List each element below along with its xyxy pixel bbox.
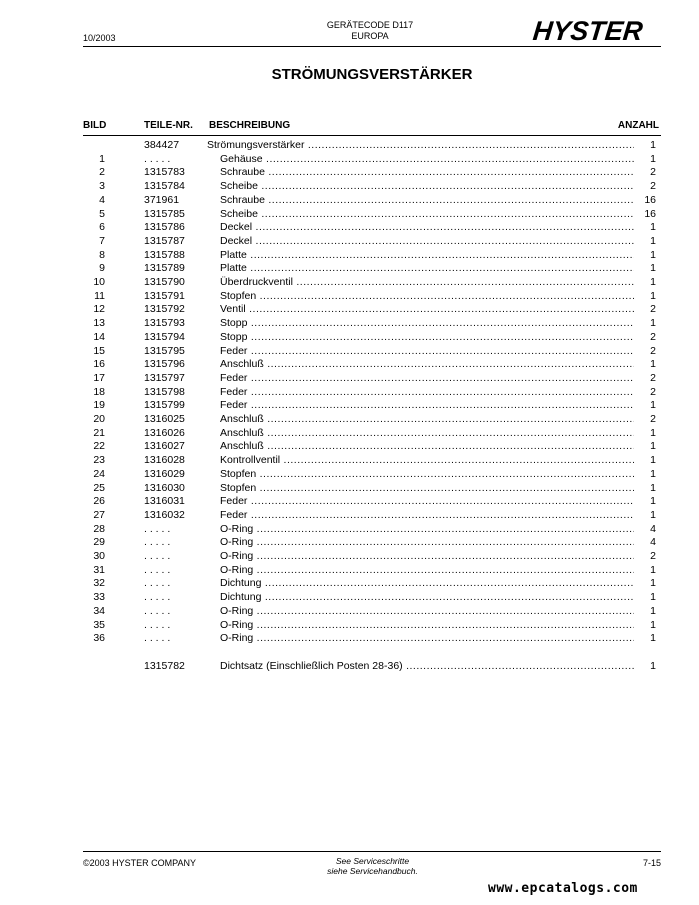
row-part-number: . . . . . — [144, 550, 171, 562]
row-bild: 33 — [93, 591, 105, 604]
row-description: Feder ..... — [220, 345, 634, 359]
row-bild: 9 — [99, 262, 105, 275]
row-part-number: 1315784 — [144, 180, 185, 193]
row-description: O-Ring ..... — [220, 564, 634, 578]
row-quantity: 1 — [650, 604, 656, 617]
row-bild: 20 — [93, 413, 105, 425]
row-part-number: 1315785 — [144, 207, 185, 220]
row-quantity: 1 — [650, 426, 656, 439]
row-bild: 30 — [93, 550, 105, 562]
row-part-number: 1315786 — [144, 221, 185, 234]
hyster-logo: HYSTER — [531, 16, 645, 46]
row-quantity: 1 — [650, 454, 656, 467]
row-bild: 2 — [99, 166, 105, 179]
row-description: O-Ring ..... — [220, 619, 634, 633]
row-part-number: 1316032 — [144, 508, 185, 521]
row-description: Anschluß ..... — [220, 358, 634, 372]
row-description: O-Ring ..... — [220, 550, 634, 564]
table-row — [0, 235, 699, 249]
row-description: Feder ..... — [220, 372, 634, 386]
row-quantity: 1 — [650, 234, 656, 247]
row-quantity: 2 — [650, 550, 656, 562]
footer-note-line2: siehe Servicehandbuch. — [327, 866, 418, 876]
column-header-bild: BILD — [83, 120, 107, 131]
table-row — [0, 577, 699, 591]
row-part-number: 1315790 — [144, 276, 185, 288]
row-bild: 36 — [93, 632, 105, 645]
row-bild: 15 — [93, 344, 105, 357]
row-quantity: 1 — [650, 440, 656, 453]
table-row — [0, 166, 699, 180]
row-bild: 13 — [93, 317, 105, 330]
page-number: 7-15 — [642, 858, 661, 868]
row-bild: 17 — [93, 371, 105, 384]
row-quantity: 2 — [650, 303, 656, 316]
table-row — [0, 550, 699, 564]
row-part-number: . . . . . — [144, 591, 171, 604]
row-quantity: 4 — [650, 522, 656, 535]
row-description: Dichtsatz (Einschließlich Posten 28-36) ..... — [220, 660, 634, 674]
row-quantity: 2 — [650, 385, 656, 398]
watermark: www.epcatalogs.com — [488, 881, 638, 896]
table-row — [0, 221, 699, 235]
row-part-number: 1315794 — [144, 330, 185, 343]
column-header-teile-nr: TEILE-NR. — [144, 120, 193, 131]
row-description: Feder ..... — [220, 509, 634, 523]
row-bild: 19 — [93, 399, 105, 412]
row-quantity: 1 — [650, 399, 656, 412]
row-bild: 24 — [93, 467, 105, 480]
row-description: Scheibe ..... — [220, 208, 634, 222]
row-quantity: 1 — [650, 276, 656, 288]
row-part-number: . . . . . — [144, 604, 171, 617]
row-bild: 35 — [93, 618, 105, 631]
row-bild: 5 — [99, 207, 105, 220]
table-row — [0, 180, 699, 194]
table-row — [0, 536, 699, 550]
table-row — [0, 632, 699, 646]
row-part-number: 1315789 — [144, 262, 185, 275]
column-header-beschreibung: BESCHREIBUNG — [209, 120, 291, 131]
row-description: Anschluß ..... — [220, 440, 634, 454]
row-bild: 27 — [93, 508, 105, 521]
table-row — [0, 290, 699, 304]
row-description: O-Ring ..... — [220, 632, 634, 646]
row-description: Dichtung ..... — [220, 591, 634, 605]
row-bild: 11 — [94, 289, 105, 302]
row-description: Platte ..... — [220, 262, 634, 276]
row-quantity: 1 — [650, 248, 656, 261]
table-row — [0, 591, 699, 605]
row-part-number: 1316025 — [144, 413, 185, 425]
row-description: Stopp ..... — [220, 317, 634, 331]
row-bild: 1 — [99, 152, 105, 165]
row-bild: 3 — [99, 180, 105, 193]
row-description: Gehäuse ..... — [220, 153, 634, 167]
row-part-number: 1316030 — [144, 481, 185, 494]
row-part-number: . . . . . — [144, 632, 171, 645]
row-bild: 31 — [93, 563, 105, 576]
row-bild: 29 — [93, 536, 105, 549]
row-quantity: 1 — [650, 563, 656, 576]
table-row — [0, 495, 699, 509]
row-part-number: 1315796 — [144, 358, 185, 371]
table-row — [0, 345, 699, 359]
row-part-number: 1315782 — [144, 659, 185, 672]
row-part-number: 371961 — [144, 193, 180, 206]
row-quantity: 1 — [650, 632, 656, 645]
row-part-number: 1315791 — [144, 289, 185, 302]
table-row — [0, 427, 699, 441]
row-description: O-Ring ..... — [220, 536, 634, 550]
row-quantity: 4 — [650, 536, 656, 549]
table-row — [0, 413, 699, 427]
table-row — [0, 194, 699, 208]
row-part-number: 1315798 — [144, 385, 185, 398]
row-part-number: 1316027 — [144, 440, 185, 453]
row-quantity: 2 — [650, 344, 656, 357]
table-row — [0, 523, 699, 537]
row-description: Überdruckventil ..... — [220, 276, 634, 290]
row-part-number: 1315787 — [144, 234, 185, 247]
table-row — [0, 249, 699, 263]
row-description: Platte ..... — [220, 249, 634, 263]
row-description: Feder ..... — [220, 495, 634, 509]
header-rule — [83, 46, 661, 47]
table-row — [0, 317, 699, 331]
table-header-rule — [83, 135, 661, 136]
row-quantity: 1 — [650, 618, 656, 631]
row-bild: 32 — [93, 577, 105, 590]
row-description: Stopfen ..... — [220, 290, 634, 304]
row-quantity: 1 — [650, 152, 656, 165]
row-part-number: . . . . . — [144, 577, 171, 590]
row-part-number: 1315797 — [144, 371, 185, 384]
row-bild: 6 — [99, 221, 105, 234]
page-title: STRÖMUNGSVERSTÄRKER — [271, 66, 473, 83]
row-bild: 10 — [93, 276, 105, 288]
row-quantity: 1 — [650, 289, 656, 302]
row-description: Feder ..... — [220, 399, 634, 413]
row-quantity: 1 — [650, 139, 656, 151]
row-part-number: . . . . . — [144, 152, 171, 165]
row-description: Anschluß ..... — [220, 427, 634, 441]
column-header-anzahl: ANZAHL — [617, 120, 659, 131]
row-description: Stopfen ..... — [220, 468, 634, 482]
row-bild: 4 — [99, 193, 105, 206]
row-quantity: 2 — [650, 413, 656, 425]
row-description: Kontrollventil ..... — [220, 454, 634, 468]
row-quantity: 2 — [650, 166, 656, 179]
row-description: Anschluß ..... — [220, 413, 634, 427]
row-bild: 14 — [93, 330, 105, 343]
table-row — [0, 358, 699, 372]
table-row — [0, 208, 699, 222]
table-row — [0, 386, 699, 400]
row-description: Strömungsverstärker ..... — [207, 139, 634, 153]
row-quantity: 1 — [650, 495, 656, 508]
table-row — [0, 303, 699, 317]
row-description: Stopp ..... — [220, 331, 634, 345]
table-row — [0, 276, 699, 290]
table-row — [0, 564, 699, 578]
equipment-code-line2: EUROPA — [351, 31, 389, 41]
row-description: Ventil ..... — [220, 303, 634, 317]
row-description: Deckel ..... — [220, 221, 634, 235]
row-bild: 28 — [93, 522, 105, 535]
table-row — [0, 509, 699, 523]
row-description: O-Ring ..... — [220, 605, 634, 619]
row-quantity: 2 — [650, 180, 656, 193]
row-quantity: 1 — [650, 481, 656, 494]
table-row — [0, 372, 699, 386]
row-description: Feder ..... — [220, 386, 634, 400]
row-description: Schraube ..... — [220, 194, 634, 208]
row-description: Schraube ..... — [220, 166, 634, 180]
table-row — [0, 605, 699, 619]
row-quantity: 2 — [650, 371, 656, 384]
row-quantity: 1 — [650, 467, 656, 480]
table-row — [0, 660, 699, 674]
row-part-number: 1316031 — [144, 495, 185, 508]
row-bild: 26 — [93, 495, 105, 508]
footer-copyright: ©2003 HYSTER COMPANY — [83, 858, 196, 868]
row-part-number: . . . . . — [144, 536, 171, 549]
row-bild: 16 — [93, 358, 105, 371]
row-part-number: 1315793 — [144, 317, 185, 330]
footer-note — [290, 856, 455, 876]
table-row — [0, 331, 699, 345]
row-part-number: 1316026 — [144, 426, 185, 439]
row-part-number: 1315788 — [144, 248, 185, 261]
table-row — [0, 440, 699, 454]
row-part-number: 1315799 — [144, 399, 185, 412]
row-bild: 12 — [93, 303, 105, 316]
row-part-number: 384427 — [144, 139, 180, 151]
row-quantity: 16 — [644, 207, 656, 220]
table-row — [0, 454, 699, 468]
row-bild: 23 — [93, 454, 105, 467]
footer-rule — [83, 851, 661, 852]
row-part-number: 1316028 — [144, 454, 185, 467]
row-bild: 8 — [99, 248, 105, 261]
row-part-number: . . . . . — [144, 563, 171, 576]
row-quantity: 1 — [650, 659, 656, 672]
row-description: Stopfen ..... — [220, 482, 634, 496]
table-row — [0, 153, 699, 167]
row-bild: 34 — [93, 604, 105, 617]
row-bild: 22 — [93, 440, 105, 453]
footer-note-line1: See Serviceschritte — [335, 856, 410, 866]
table-row — [0, 482, 699, 496]
row-quantity: 16 — [644, 193, 656, 206]
row-quantity: 1 — [650, 577, 656, 590]
row-quantity: 1 — [650, 508, 656, 521]
row-part-number: . . . . . — [144, 618, 171, 631]
row-description: Deckel ..... — [220, 235, 634, 249]
row-part-number: 1315783 — [144, 166, 185, 179]
row-part-number: 1316029 — [144, 467, 185, 480]
row-quantity: 1 — [650, 262, 656, 275]
row-quantity: 1 — [650, 358, 656, 371]
header-date: 10/2003 — [83, 33, 116, 43]
row-quantity: 1 — [650, 591, 656, 604]
row-bild: 25 — [93, 481, 105, 494]
table-row — [0, 139, 699, 153]
row-bild: 21 — [93, 426, 105, 439]
table-row — [0, 262, 699, 276]
row-part-number: . . . . . — [144, 522, 171, 535]
table-row — [0, 619, 699, 633]
row-part-number: 1315795 — [144, 344, 185, 357]
row-description: Dichtung ..... — [220, 577, 634, 591]
row-description: O-Ring ..... — [220, 523, 634, 537]
equipment-code — [300, 20, 440, 42]
table-row — [0, 468, 699, 482]
row-bild: 18 — [93, 385, 105, 398]
row-bild: 7 — [99, 234, 105, 247]
row-quantity: 1 — [650, 221, 656, 234]
row-part-number: 1315792 — [144, 303, 185, 316]
equipment-code-line1: GERÄTECODE D117 — [326, 20, 414, 30]
table-row — [0, 399, 699, 413]
row-description: Scheibe ..... — [220, 180, 634, 194]
row-quantity: 1 — [650, 317, 656, 330]
row-quantity: 2 — [650, 330, 656, 343]
